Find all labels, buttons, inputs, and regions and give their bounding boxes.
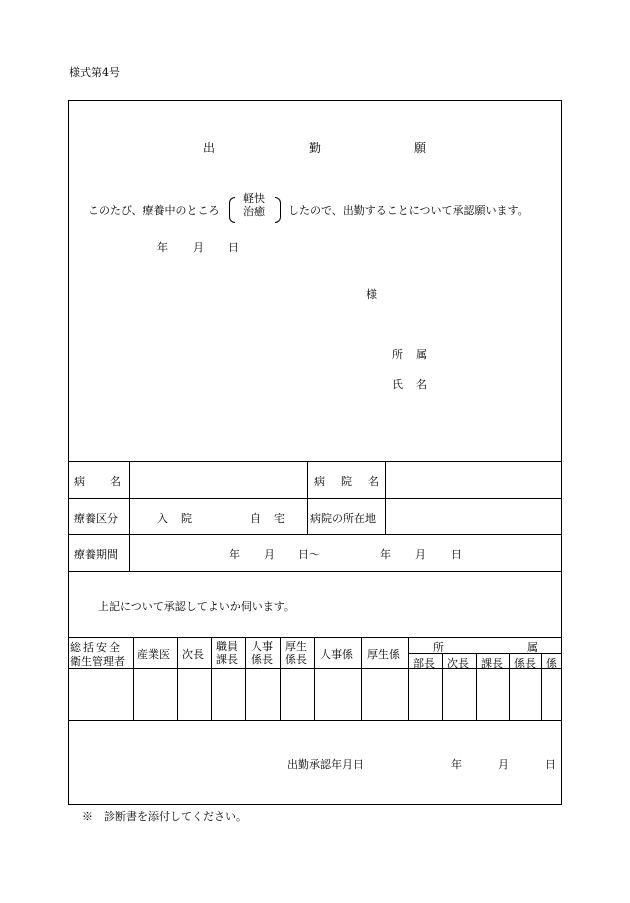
table-divider (68, 461, 562, 462)
header-dept-char-1: 所 (433, 641, 444, 654)
hospital-label-1: 病 (314, 475, 325, 488)
approval-divider (133, 637, 134, 720)
hospital-label-3: 名 (368, 475, 379, 488)
header-welfare-chief-l2: 係長 (285, 653, 307, 666)
option-recovered: 軽快 (243, 192, 265, 205)
name-label-1: 氏 (392, 378, 403, 391)
table-divider (307, 461, 308, 534)
table-divider (129, 461, 130, 571)
header-occupational-physician: 産業医 (137, 648, 170, 661)
header-welfare-chief (285, 640, 307, 666)
approval-divider (211, 637, 212, 720)
approval-date-day: 日 (545, 758, 556, 771)
header-dept-char-2: 属 (527, 641, 538, 654)
header-staff-manager-l2: 課長 (216, 653, 238, 666)
header-hr-staff: 人事係 (320, 648, 353, 661)
date-year: 年 (157, 241, 168, 254)
disease-label-1: 病 (74, 475, 85, 488)
approval-date-year: 年 (451, 758, 462, 771)
title-char-1: 出 (203, 141, 216, 155)
disease-label-2: 名 (110, 475, 121, 488)
care-home-1: 自 (250, 512, 261, 525)
header-dept-staff: 係 (546, 657, 557, 670)
approval-divider (361, 637, 362, 720)
period-day-1: 日〜 (298, 548, 320, 561)
name-label-2: 名 (416, 378, 427, 391)
period-month-2: 月 (415, 548, 426, 561)
statement-options (243, 192, 265, 218)
approval-date-label: 出勤承認年月日 (287, 758, 364, 771)
period-month-1: 月 (264, 548, 275, 561)
addressee-suffix: 様 (366, 288, 377, 301)
approval-divider (408, 653, 562, 654)
header-dept-deputy: 次長 (447, 657, 469, 670)
header-safety-manager-line1: 総括安全 (70, 641, 122, 654)
right-bracket (275, 197, 281, 223)
header-dept-chief: 係長 (514, 657, 536, 670)
table-divider (385, 461, 386, 534)
statement-lead: このたび、療養中のところ (88, 204, 220, 217)
hospital-address-label: 病院の所在地 (310, 512, 376, 525)
header-hr-chief-l2: 係長 (251, 653, 273, 666)
care-inpatient-1: 入 (157, 512, 168, 525)
affiliation-label-2: 属 (416, 348, 427, 361)
care-type-label: 療養区分 (74, 512, 118, 525)
affiliation-label-1: 所 (392, 348, 403, 361)
table-divider (68, 498, 562, 499)
statement-tail: したので、出勤することについて承認願います。 (288, 204, 529, 217)
care-home-2: 宅 (274, 512, 285, 525)
approval-divider (68, 720, 562, 721)
footnote: ※ 診断書を添付してください。 (82, 810, 247, 823)
date-day: 日 (228, 241, 239, 254)
approval-divider (177, 637, 178, 720)
left-bracket (229, 197, 235, 223)
header-dept-head: 部長 (413, 657, 435, 670)
period-year-1: 年 (229, 548, 240, 561)
header-hr-chief-l1: 人事 (251, 640, 273, 653)
header-staff-manager-l1: 職員 (216, 640, 238, 653)
header-deputy-director: 次長 (182, 648, 204, 661)
title-char-2: 勤 (309, 141, 322, 155)
header-welfare-chief-l1: 厚生 (285, 640, 307, 653)
approval-divider (476, 653, 477, 720)
form-number: 様式第4号 (69, 66, 120, 79)
table-divider (68, 571, 562, 572)
approval-divider (314, 637, 315, 720)
table-divider (68, 534, 562, 535)
approval-divider (280, 637, 281, 720)
approval-request: 上記について承認してよいか伺います。 (98, 600, 295, 613)
option-healed: 治癒 (243, 205, 265, 218)
period-year-2: 年 (380, 548, 391, 561)
header-welfare-staff: 厚生係 (367, 648, 400, 661)
period-day-2: 日 (451, 548, 462, 561)
approval-divider (68, 637, 562, 638)
title-char-3: 願 (414, 141, 427, 155)
approval-divider (442, 653, 443, 720)
hospital-label-2: 院 (341, 475, 352, 488)
approval-divider (245, 637, 246, 720)
date-month: 月 (193, 241, 204, 254)
approval-divider (408, 637, 409, 720)
header-staff-manager (216, 640, 238, 666)
header-hr-chief (251, 640, 273, 666)
header-safety-manager-line2: 衛生管理者 (70, 655, 125, 668)
care-inpatient-2: 院 (181, 512, 192, 525)
care-period-label: 療養期間 (74, 548, 118, 561)
approval-divider (541, 653, 542, 720)
header-dept-section-head: 課長 (481, 657, 503, 670)
approval-date-month: 月 (498, 758, 509, 771)
approval-divider (509, 653, 510, 720)
